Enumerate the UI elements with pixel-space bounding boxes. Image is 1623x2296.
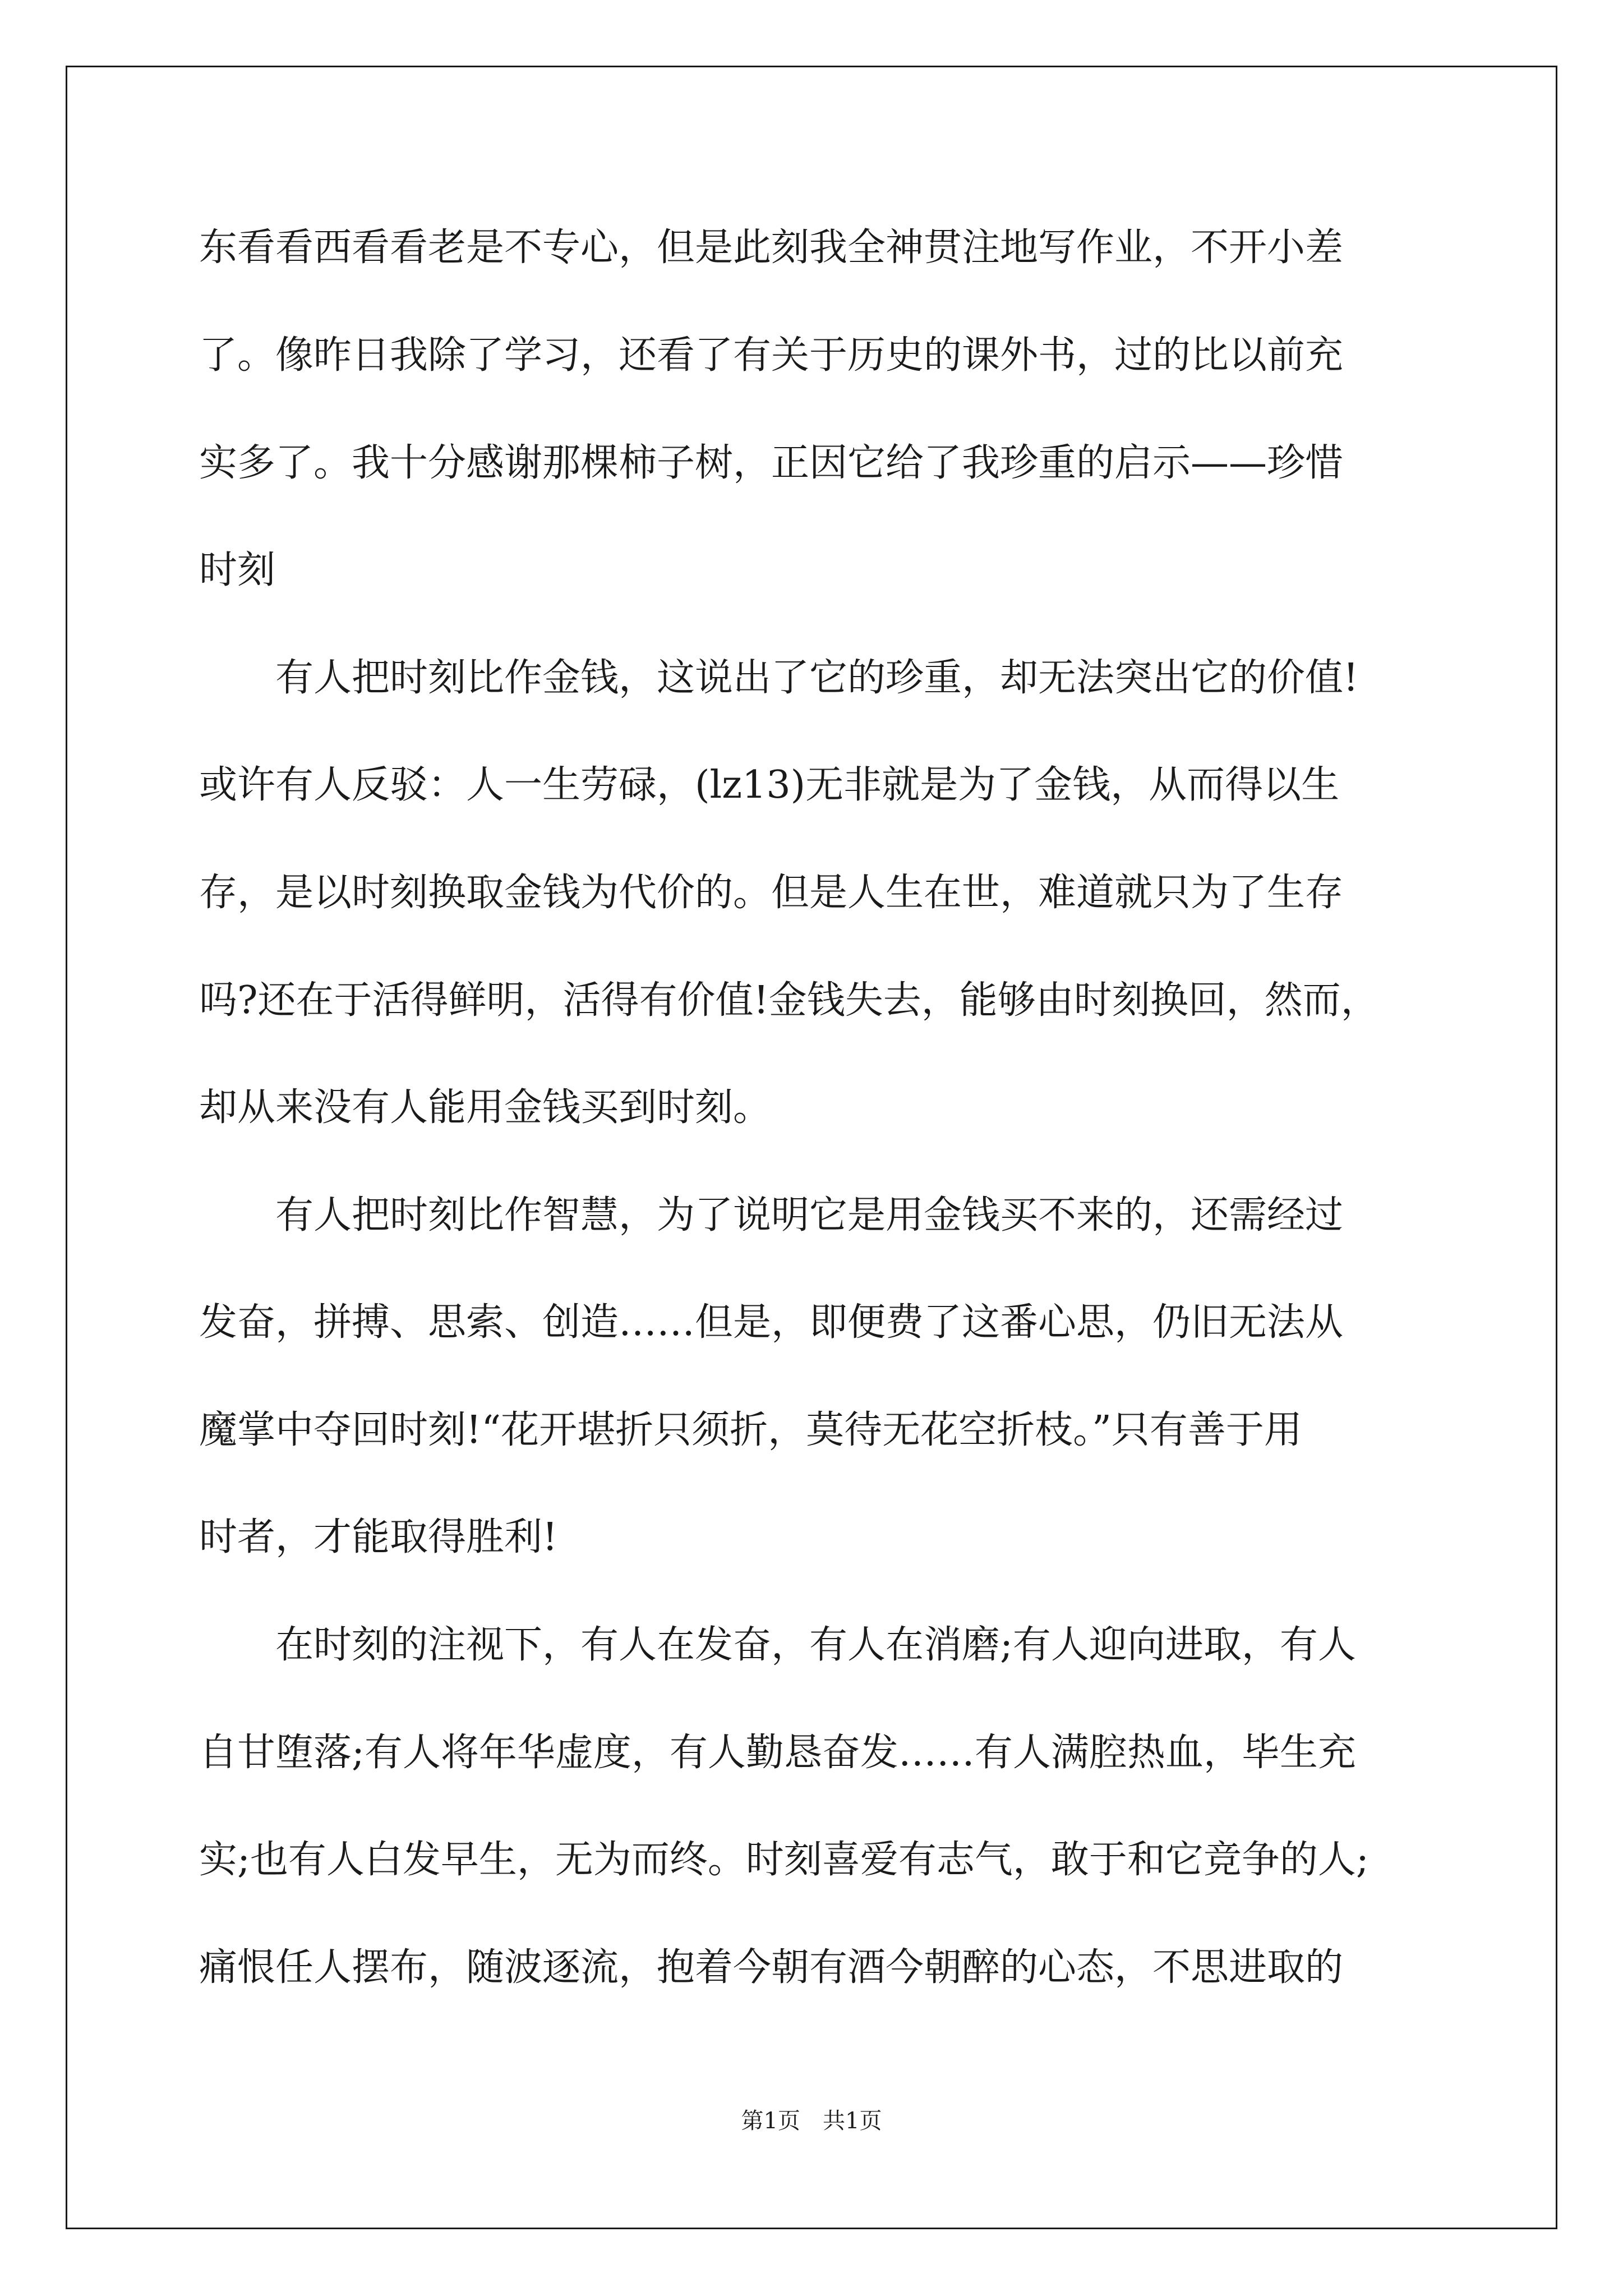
- text-line: 时刻: [199, 548, 276, 592]
- text-line: 在时刻的注视下，有人在发奋，有人在消磨;有人迎向进取，有人: [275, 1623, 1356, 1667]
- text-line: 痛恨任人摆布，随波逐流，抱着今朝有酒今朝醉的心态，不思进取的: [199, 1945, 1344, 1990]
- text-line: 有人把时刻比作智慧，为了说明它是用金钱买不来的，还需经过: [275, 1193, 1344, 1237]
- page-border: [66, 66, 1557, 2229]
- text-line: 时者，才能取得胜利!: [199, 1515, 558, 1559]
- text-line: 却从来没有人能用金钱买到时刻。: [199, 1085, 772, 1130]
- text-line: 实多了。我十分感谢那棵柿子树，正因它给了我珍重的启示——珍惜: [199, 441, 1344, 485]
- text-line: 魔掌中夺回时刻!“花开堪折只须折，莫待无花空折枝。”只有善于用: [199, 1408, 1302, 1452]
- text-line: 东看看西看看老是不专心，但是此刻我全神贯注地写作业，不开小差: [199, 226, 1344, 270]
- text-line: 了。像昨日我除了学习，还看了有关于历史的课外书，过的比以前充: [199, 333, 1344, 378]
- text-line: 或许有人反驳：人一生劳碌，(lz13)无非就是为了金钱，从而得以生: [199, 763, 1340, 807]
- text-line: 自甘堕落;有人将年华虚度，有人勤恳奋发……有人满腔热血，毕生充: [199, 1731, 1356, 1775]
- text-line: 实;也有人白发早生，无为而终。时刻喜爱有志气，敢于和它竞争的人;: [199, 1838, 1369, 1882]
- text-line: 有人把时刻比作金钱，这说出了它的珍重，却无法突出它的价值!: [275, 656, 1359, 700]
- text-line: 吗?还在于活得鲜明，活得有价值!金钱失去，能够由时刻换回，然而，: [199, 978, 1379, 1023]
- text-line: 发奋，拼搏、思索、创造……但是，即便费了这番心思，仍旧无法从: [199, 1300, 1344, 1345]
- page-footer: 第1页 共1页: [741, 2108, 882, 2134]
- text-line: 存，是以时刻换取金钱为代价的。但是人生在世，难道就只为了生存: [199, 871, 1344, 915]
